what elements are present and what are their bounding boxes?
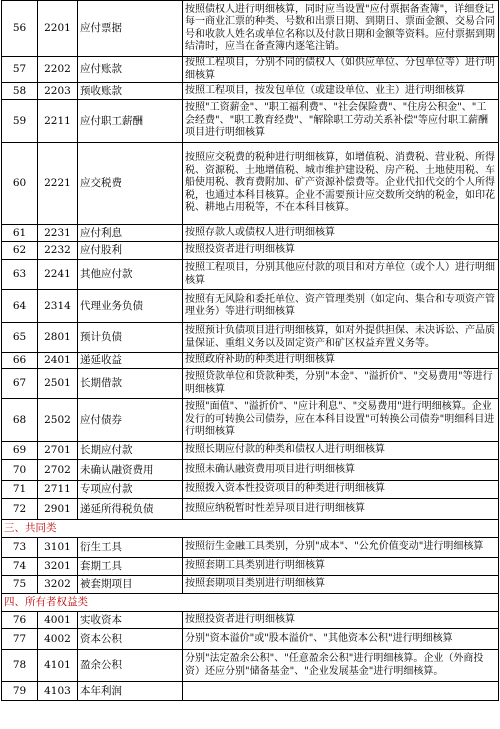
detail-accounting-rule: 按照预计负债项目进行明细核算，如对外提供担保、未决诉讼、产品质量保证、重组义务以及固定资产和矿区权益弃置义务等。: [183, 323, 499, 353]
account-code: 2202: [38, 57, 78, 83]
detail-accounting-rule: 按照债权人进行明细核算，同时应当设置"应付票据备查簿"，详细登记每一商业汇票的种类、号数和出票日期、到期日、票面金额、交易合同号和收款人姓名或单位名称以及付款日期和金额等资料。应付票据到期结清时，应当在备查簿内逐笔注销。: [183, 1, 499, 57]
row-number: 59: [2, 100, 38, 143]
detail-accounting-rule: 按照未确认融资费用项目进行明细核算: [183, 460, 499, 481]
document-page: [1, 0, 498, 729]
account-code: 2711: [38, 481, 78, 499]
account-name: 本年利润: [78, 682, 183, 701]
row-number: 58: [2, 83, 38, 100]
account-name: 未确认融资费用: [78, 460, 183, 481]
table-row: [2, 242, 499, 260]
account-name: 递延收益: [78, 353, 183, 369]
row-number: 66: [2, 353, 38, 369]
detail-accounting-rule: 按照政府补助的种类进行明细核算: [183, 353, 499, 369]
detail-accounting-rule: 分别"资本溢价"或"股本溢价"、"其他资本公积"进行明细核算: [183, 629, 499, 650]
row-number: 69: [2, 442, 38, 460]
account-name: 应付利息: [78, 225, 183, 242]
table-row: [2, 143, 499, 225]
table-row: [2, 682, 499, 701]
detail-accounting-rule: 按照套期项目类别进行明细核算: [183, 576, 499, 594]
account-name: 其他应付款: [78, 260, 183, 290]
account-code: 2401: [38, 353, 78, 369]
account-name: 应付职工薪酬: [78, 100, 183, 143]
account-code: 2501: [38, 369, 78, 399]
detail-accounting-rule: 按照投资者进行明细核算: [183, 242, 499, 260]
account-code: 2231: [38, 225, 78, 242]
detail-accounting-rule: 按照套期工具类别进行明细核算: [183, 558, 499, 576]
account-name: 应付票据: [78, 1, 183, 57]
row-number: 57: [2, 57, 38, 83]
detail-accounting-rule: 按照长期应付款的种类和债权人进行明细核算: [183, 442, 499, 460]
account-code: 2314: [38, 290, 78, 323]
account-name: 长期应付款: [78, 442, 183, 460]
table-row: [2, 353, 499, 369]
table-row: [2, 576, 499, 594]
row-number: 77: [2, 629, 38, 650]
account-code: 2221: [38, 143, 78, 225]
table-row: [2, 558, 499, 576]
account-code: 2702: [38, 460, 78, 481]
account-code: 2241: [38, 260, 78, 290]
detail-accounting-rule: 按照"面值"、"溢折价"、"应计利息"、"交易费用"进行明细核算。企业发行的可转换公司债券，应在本科目设置"可转换公司债券"明细科目进行明细核算: [183, 399, 499, 442]
section-heading: 四、所有者权益类: [2, 594, 499, 612]
account-code: 3202: [38, 576, 78, 594]
detail-accounting-rule: 按照工程项目，分别其他应付款的项目和对方单位（或个人）进行明细核算: [183, 260, 499, 290]
row-number: 73: [2, 538, 38, 558]
row-number: 61: [2, 225, 38, 242]
detail-accounting-rule: 按照衍生金融工具类别，分别"成本"、"公允价值变动"进行明细核算: [183, 538, 499, 558]
table-row: [2, 1, 499, 57]
account-name: 被套期项目: [78, 576, 183, 594]
account-name: 衍生工具: [78, 538, 183, 558]
detail-accounting-rule: 按照"工资薪金"、"职工福利费"、"社会保险费"、"住房公积金"、"工会经费"、"职工教育经费"、"解除职工劳动关系补偿"等应付职工薪酬项目进行明细核算: [183, 100, 499, 143]
account-name: 应付账款: [78, 57, 183, 83]
account-name: 盈余公积: [78, 650, 183, 682]
row-number: 62: [2, 242, 38, 260]
account-name: 套期工具: [78, 558, 183, 576]
row-number: 64: [2, 290, 38, 323]
row-number: 74: [2, 558, 38, 576]
row-number: 56: [2, 1, 38, 57]
account-code: 2211: [38, 100, 78, 143]
account-code: 2701: [38, 442, 78, 460]
account-name: 资本公积: [78, 629, 183, 650]
table-row: [2, 481, 499, 499]
section-heading-row: [2, 594, 499, 612]
account-name: 实收资本: [78, 612, 183, 629]
detail-accounting-rule: 按照工程项目，分别不同的债权人（如供应单位、分包单位等）进行明细核算: [183, 57, 499, 83]
detail-accounting-rule: 按照有无风险和委托单位、资产管理类别（如定向、集合和专项资产管理业务）等进行明细核算: [183, 290, 499, 323]
account-name: 应交税费: [78, 143, 183, 225]
row-number: 71: [2, 481, 38, 499]
table-row: [2, 612, 499, 629]
table-row: [2, 57, 499, 83]
account-code: 4002: [38, 629, 78, 650]
account-name: 递延所得税负债: [78, 499, 183, 520]
table-row: [2, 323, 499, 353]
row-number: 65: [2, 323, 38, 353]
table-row: [2, 650, 499, 682]
detail-accounting-rule: 按照应纳税暂时性差异项目进行明细核算: [183, 499, 499, 520]
account-code: 2201: [38, 1, 78, 57]
table-row: [2, 83, 499, 100]
account-code: 2203: [38, 83, 78, 100]
account-code: 2502: [38, 399, 78, 442]
detail-accounting-rule: 分别"法定盈余公积"、"任意盈余公积"进行明细核算。企业（外商投资）还应分别"储备基金"、"企业发展基金"进行明细核算。: [183, 650, 499, 682]
detail-accounting-rule: 按照投资者进行明细核算: [183, 612, 499, 629]
row-number: 76: [2, 612, 38, 629]
table-row: [2, 399, 499, 442]
detail-accounting-rule: [183, 682, 499, 701]
table-row: [2, 100, 499, 143]
account-code: 2801: [38, 323, 78, 353]
detail-accounting-rule: 按照存款人或债权人进行明细核算: [183, 225, 499, 242]
table-row: [2, 538, 499, 558]
account-code: 3201: [38, 558, 78, 576]
account-table: [1, 0, 499, 701]
account-name: 代理业务负债: [78, 290, 183, 323]
table-row: [2, 225, 499, 242]
account-code: 2232: [38, 242, 78, 260]
account-table-body: [2, 1, 499, 701]
account-code: 4001: [38, 612, 78, 629]
account-name: 应付债券: [78, 399, 183, 442]
detail-accounting-rule: 按照应交税费的税种进行明细核算，如增值税、消费税、营业税、所得税、资源税、土地增值税、城市维护建设税、房产税、土地使用税、车船使用税、教育费附加、矿产资源补偿费等。企业代扣代交的个人所得税，也通过本科目核算。企业不需要预计应交数所交纳的税金，如印花税、耕地占用税等，不在本科目核算。: [183, 143, 499, 225]
row-number: 72: [2, 499, 38, 520]
account-name: 专项应付款: [78, 481, 183, 499]
table-row: [2, 369, 499, 399]
table-row: [2, 460, 499, 481]
table-row: [2, 290, 499, 323]
table-row: [2, 260, 499, 290]
account-code: 4101: [38, 650, 78, 682]
row-number: 70: [2, 460, 38, 481]
account-code: 3101: [38, 538, 78, 558]
detail-accounting-rule: 按照贷款单位和贷款种类，分别"本金"、"溢折价"、"交易费用"等进行明细核算: [183, 369, 499, 399]
table-row: [2, 442, 499, 460]
row-number: 60: [2, 143, 38, 225]
account-name: 长期借款: [78, 369, 183, 399]
account-name: 预计负债: [78, 323, 183, 353]
row-number: 75: [2, 576, 38, 594]
account-code: 4103: [38, 682, 78, 701]
table-row: [2, 629, 499, 650]
row-number: 78: [2, 650, 38, 682]
section-heading: 三、共同类: [2, 520, 499, 538]
table-row: [2, 499, 499, 520]
account-name: 应付股利: [78, 242, 183, 260]
row-number: 79: [2, 682, 38, 701]
row-number: 63: [2, 260, 38, 290]
section-heading-row: [2, 520, 499, 538]
detail-accounting-rule: 按照工程项目，按发包单位（或建设单位、业主）进行明细核算: [183, 83, 499, 100]
row-number: 68: [2, 399, 38, 442]
detail-accounting-rule: 按照拨入资本性投资项目的种类进行明细核算: [183, 481, 499, 499]
account-code: 2901: [38, 499, 78, 520]
row-number: 67: [2, 369, 38, 399]
account-name: 预收账款: [78, 83, 183, 100]
